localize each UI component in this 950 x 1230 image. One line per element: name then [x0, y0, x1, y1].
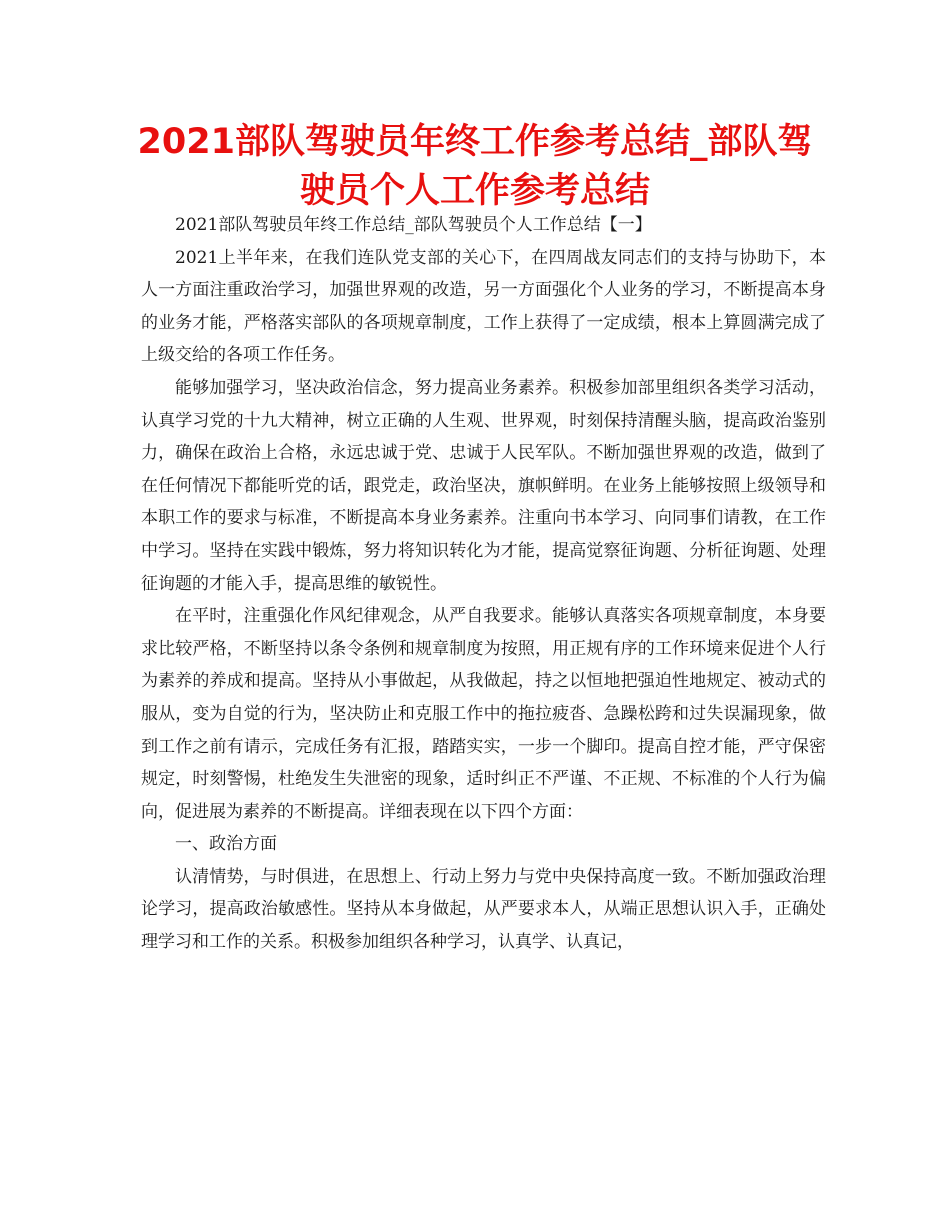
paragraph-politics: 认清情势，与时俱进，在思想上、行动上努力与党中央保持高度一致。不断加强政治理论学习，提高政治敏感性。坚持从本身做起，从严要求本人，从端正思想认识入手，正确处理学习和工作的关系。积极参加组织各种学习，认真学、认真记， [141, 866, 826, 953]
document-title: 2021部队驾驶员年终工作参考总结_部队驾驶员个人工作参考总结 [137, 122, 813, 211]
document-body [141, 209, 826, 959]
paragraph-discipline: 在平时，注重强化作风纪律观念，从严自我要求。能够认真落实各项规章制度，本身要求比较严格，不断坚持以条令条例和规章制度为按照，用正规有序的工作环境来促进个人行为素养的养成和提高。坚持从小事做起，从我做起，持之以恒地把强迫性地规定、被动式的服从，变为自觉的行为，坚决防止和克服工作中的拖拉疲沓、急躁松跨和过失误漏现象，做到工作之前有请示，完成任务有汇报，踏踏实实，一步一个脚印。提高自控才能，严守保密规定，时刻警惕，杜绝发生失泄密的现象，适时纠正不严谨、不正规、不标准的个人行为偏向，促进展为素养的不断提高。详细表现在以下四个方面： [141, 606, 826, 822]
paragraph-intro: 2021上半年来，在我们连队党支部的关心下，在四周战友同志们的支持与协助下，本人一方面注重政治学习，加强世界观的改造，另一方面强化个人业务的学习，不断提高本身的业务才能，严格落实部队的各项规章制度，工作上获得了一定成绩，根本上算圆满完成了上级交给的各项工作任务。 [141, 247, 826, 366]
paragraph-study: 能够加强学习，坚决政治信念，努力提高业务素养。积极参加部里组织各类学习活动，认真学习党的十九大精神，树立正确的人生观、世界观，时刻保持清醒头脑，提高政治鉴别力，确保在政治上合格，永远忠诚于党、忠诚于人民军队。不断加强世界观的改造，做到了在任何情况下都能听党的话，跟党走，政治坚决，旗帜鲜明。在业务上能够按照上级领导和本职工作的要求与标准，不断提高本身业务素养。注重向书本学习、向同事们请教，在工作中学习。坚持在实践中锻炼，努力将知识转化为才能，提高觉察征询题、分析征询题、处理征询题的才能入手，提高思维的敏锐性。 [141, 377, 826, 594]
section-heading-politics: 一、政治方面 [175, 834, 277, 855]
document-subtitle: 2021部队驾驶员年终工作总结_部队驾驶员个人工作总结【一】 [175, 215, 652, 235]
